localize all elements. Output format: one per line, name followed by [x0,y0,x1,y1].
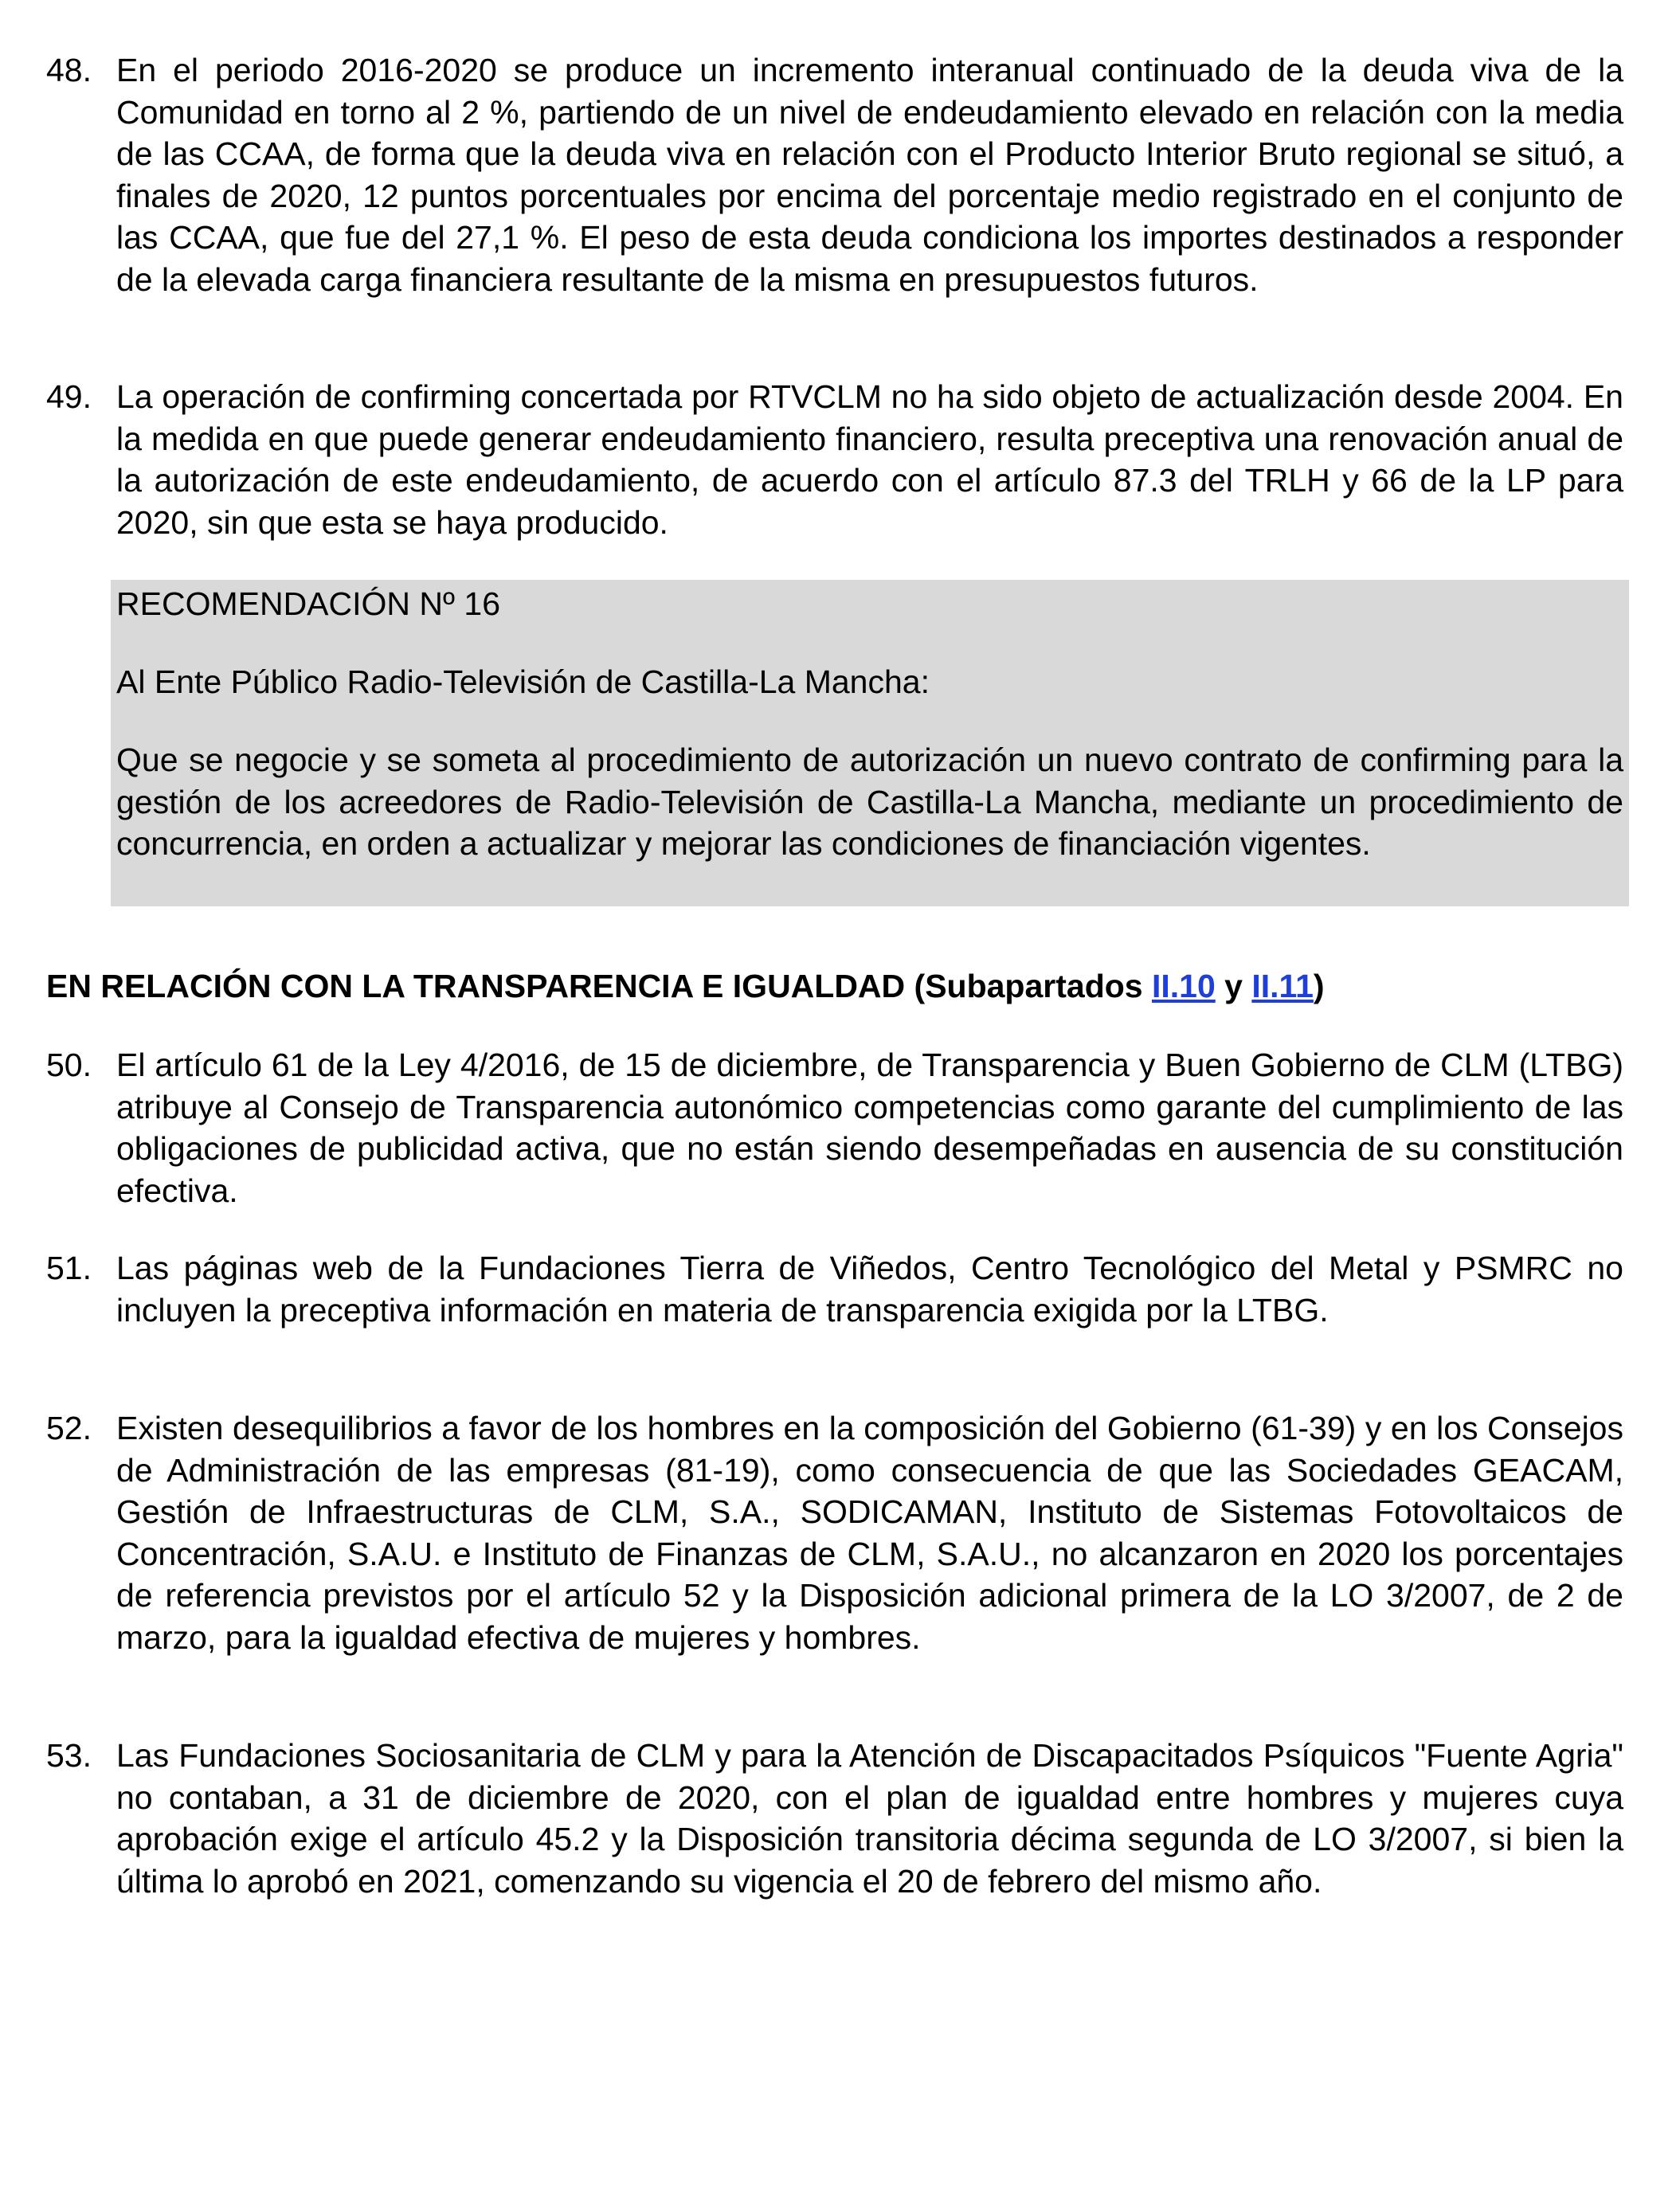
paragraph-number: 52. [46,1410,92,1446]
recommendation-addressee: Al Ente Público Radio-Televisión de Castilla-La Mancha: [116,663,930,700]
recommendation-box [111,580,1629,906]
paragraph-text: Existen desequilibrios a favor de los hombres en la composición del Gobierno (61-39) y en los Consejos de Administración de las empresas (81-19), como consecuencia de que las Sociedades GEACAM, Gestión de Infraestructuras de CLM, S.A., SODICAMAN, Instituto de Sistemas Fotovoltaicos de Concentración, S.A.U. e Instituto de Finanzas de CLM, S.A.U., no alcanzaron en 2020 los porcentajes de referencia previstos por el artículo 52 y la Disposición adicional primera de la LO 3/2007, de 2 de marzo, para la igualdad efectiva de mujeres y hombres. [116,1410,1623,1656]
paragraph-text: La operación de confirming concertada por RTVCLM no ha sido objeto de actualización desde 2004. En la medida en que puede generar endeudamiento financiero, resulta preceptiva una renovación anual de la autorización de este endeudamiento, de acuerdo con el artículo 87.3 del TRLH y 66 de la LP para 2020, sin que esta se haya producido. [116,378,1623,541]
paragraph-number: 48. [46,52,92,88]
paragraph-number: 50. [46,1047,92,1083]
paragraph-51 [46,1247,1623,1331]
paragraph-52 [46,1407,1623,1658]
paragraph-text: Las páginas web de la Fundaciones Tierra de Viñedos, Centro Tecnológico del Metal y PSMRC no incluyen la preceptiva información en materia de transparencia exigida por la LTBG. [116,1250,1623,1329]
paragraph-50 [46,1044,1623,1211]
paragraph-48 [46,49,1623,300]
section-heading-closing: ) [1313,968,1325,1004]
paragraph-text: Las Fundaciones Sociosanitaria de CLM y para la Atención de Discapacitados Psíquicos "Fuente Agria" no contaban, a 31 de diciembre de 2020, con el plan de igualdad entre hombres y mujeres cuya aprobación exige el artículo 45.2 y la Disposición transitoria décima segunda de LO 3/2007, si bien la última lo aprobó en 2021, comenzando su vigencia el 20 de febrero del mismo año. [116,1737,1623,1900]
paragraph-text: En el periodo 2016-2020 se produce un incremento interanual continuado de la deuda viva de la Comunidad en torno al 2 %, partiendo de un nivel de endeudamiento elevado en relación con la media de las CCAA, de forma que la deuda viva en relación con el Producto Interior Bruto regional se situó, a finales de 2020, 12 puntos porcentuales por encima del porcentaje medio registrado en el conjunto de las CCAA, que fue del 27,1 %. El peso de esta deuda condiciona los importes destinados a responder de la elevada carga financiera resultante de la misma en presupuestos futuros. [116,52,1623,298]
section-heading-text: EN RELACIÓN CON LA TRANSPARENCIA E IGUALDAD (Subapartados [46,968,1152,1004]
section-heading [46,965,1623,1007]
paragraph-text: El artículo 61 de la Ley 4/2016, de 15 de diciembre, de Transparencia y Buen Gobierno de CLM (LTBG) atribuye al Consejo de Transparencia autonómico competencias como garante del cumplimiento de las obligaciones de publicidad activa, que no están siendo desempeñadas en ausencia de su constitución efectiva. [116,1047,1623,1209]
link-subsection-ii-11[interactable]: II.11 [1251,968,1314,1004]
section-heading-connector: y [1215,968,1252,1004]
recommendation-title: RECOMENDACIÓN Nº 16 [116,585,500,622]
paragraph-number: 51. [46,1250,92,1286]
link-subsection-ii-10[interactable]: II.10 [1151,968,1216,1004]
paragraph-49 [46,376,1623,543]
paragraph-number: 49. [46,378,92,415]
paragraph-number: 53. [46,1737,92,1774]
recommendation-text: Que se negocie y se someta al procedimiento de autorización un nuevo contrato de confirming para la gestión de los acreedores de Radio-Televisión de Castilla-La Mancha, mediante un procedimiento de concurrencia, en orden a actualizar y mejorar las condiciones de financiación vigentes. [116,742,1623,862]
paragraph-53 [46,1735,1623,1902]
